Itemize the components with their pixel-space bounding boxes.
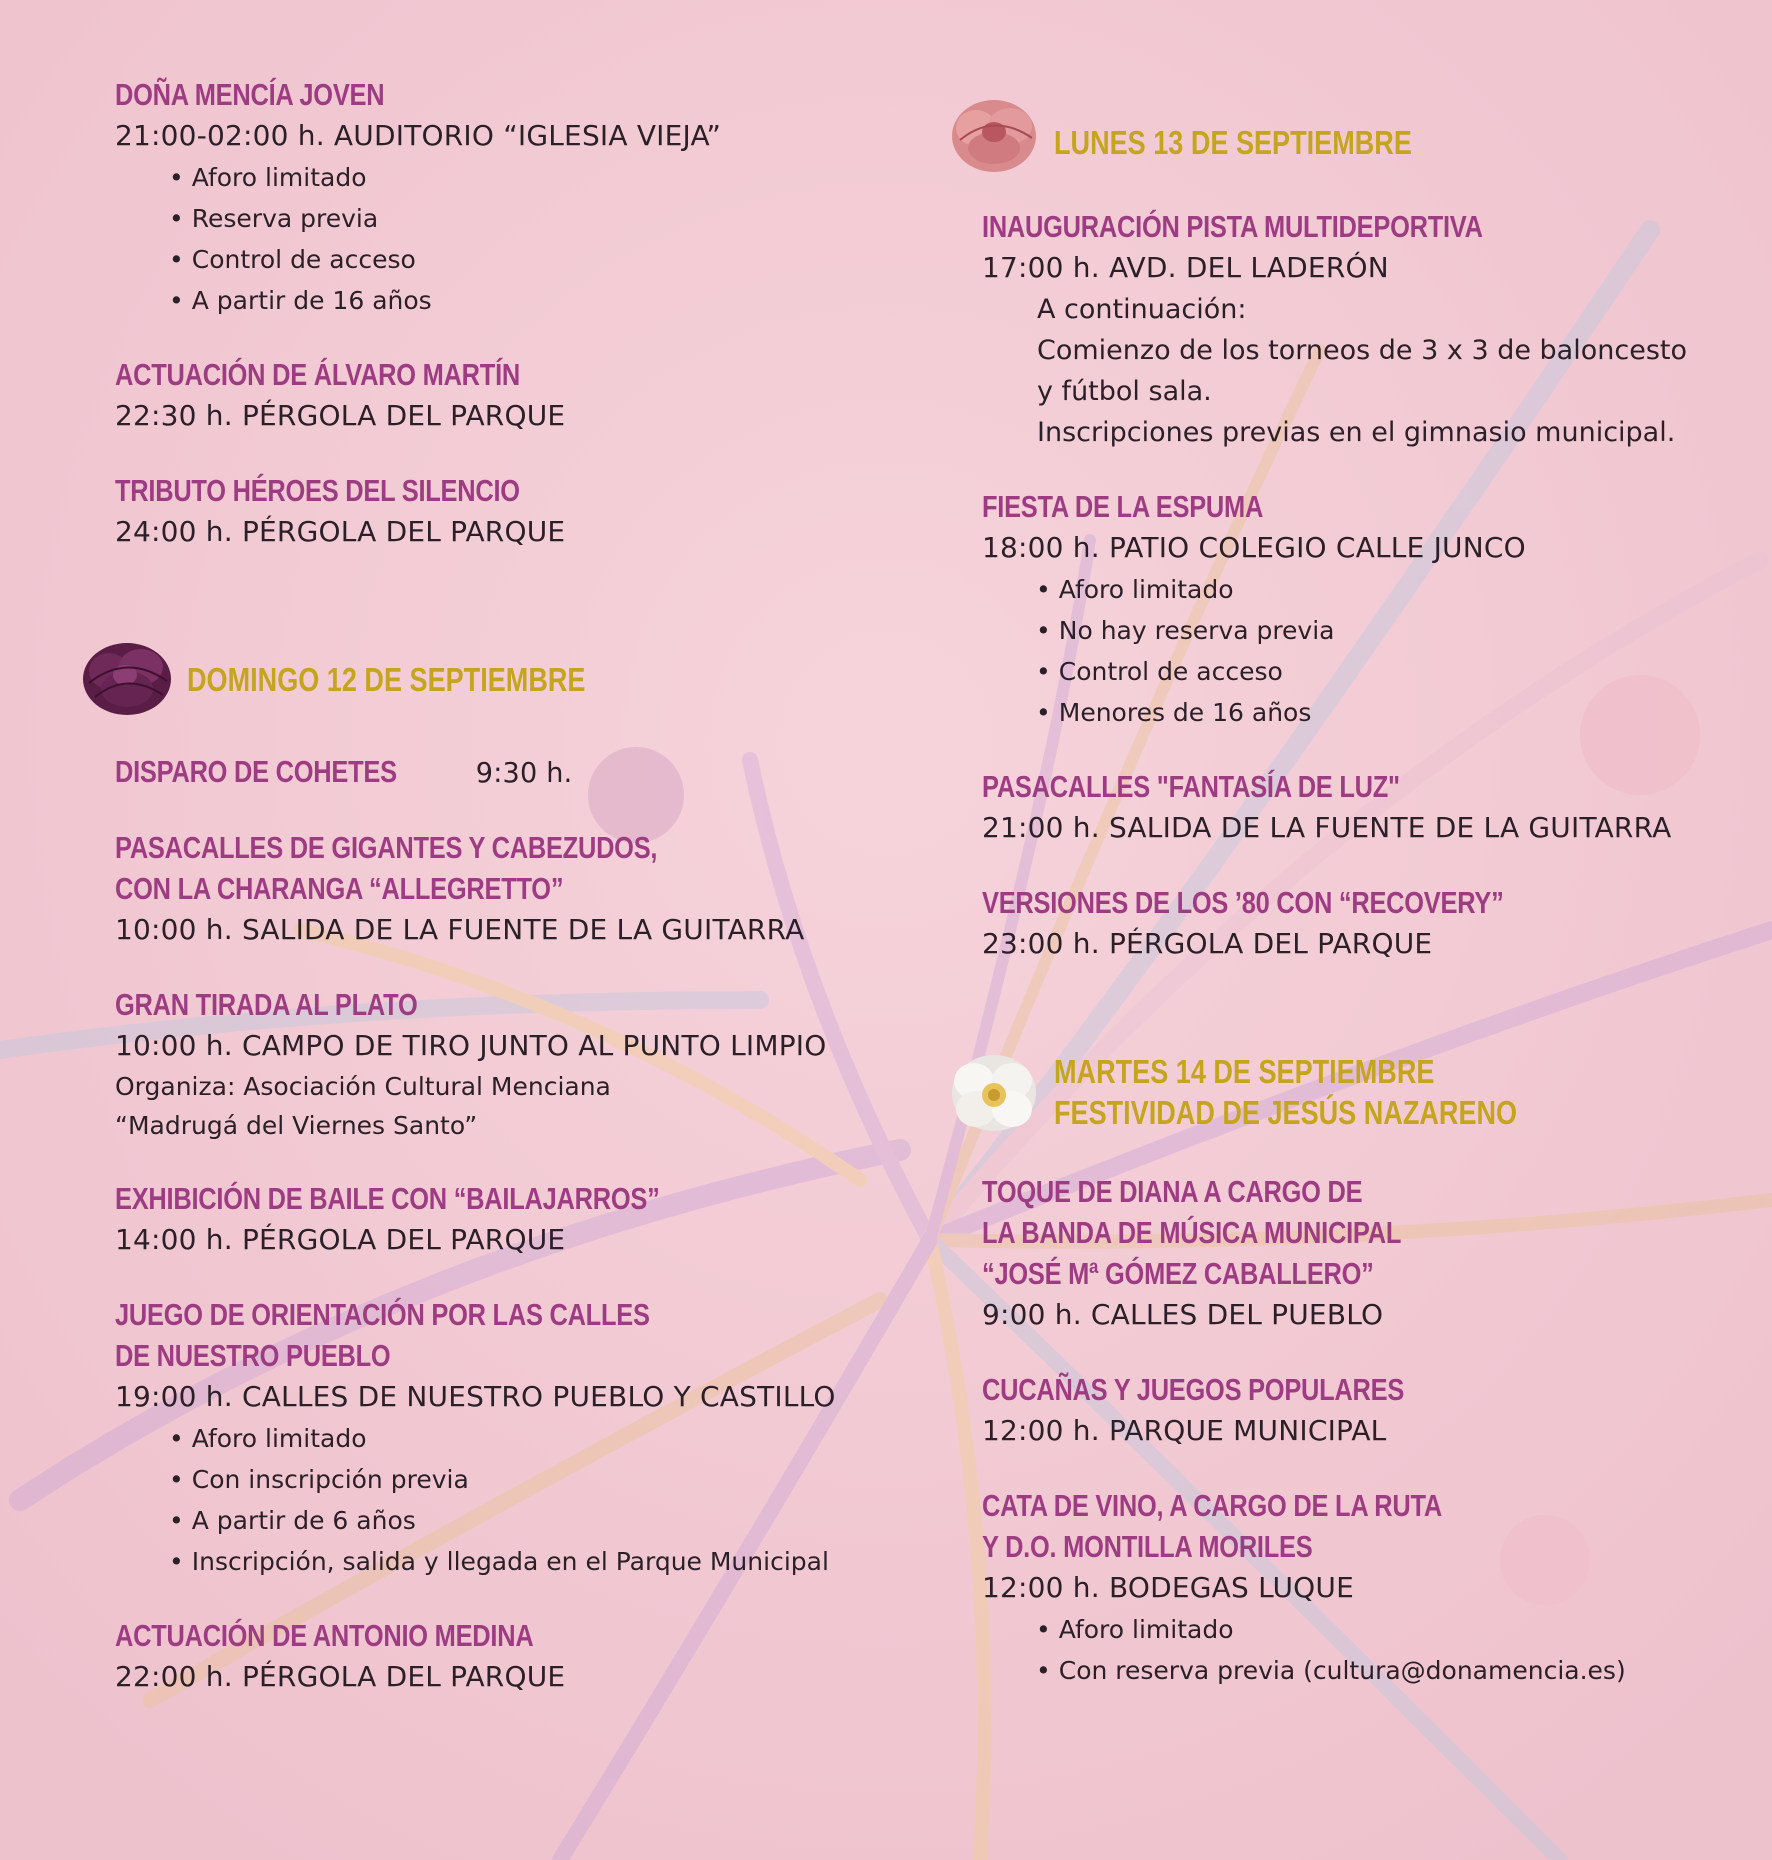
event-title: EXHIBICIÓN DE BAILE CON “BAILAJARROS” [115,1181,660,1216]
event-time-location: 10:00 h. CAMPO DE TIRO JUNTO AL PUNTO LIMPIO [115,1029,827,1062]
event-title: LA BANDA DE MÚSICA MUNICIPAL [982,1215,1402,1250]
day-title: LUNES 13 DE SEPTIEMBRE [1054,124,1412,161]
event-item [982,1369,1742,1452]
event-title-text: DISPARO DE COHETES [115,754,397,789]
right-column [982,88,1742,1724]
event-title [115,751,738,794]
event-bullet: • Aforo limitado [1036,1609,1742,1650]
event-bullet: • Aforo limitado [169,157,875,198]
event-time-location: 18:00 h. PATIO COLEGIO CALLE JUNCO [982,531,1526,564]
event-bullet: • Control de acceso [1036,651,1742,692]
saturday-events [115,74,875,553]
sunday-events [115,751,875,1698]
event-bullet: • Reserva previa [169,198,875,239]
event-time-location: 22:00 h. PÉRGOLA DEL PARQUE [115,1660,566,1693]
day-header-monday [982,88,1742,178]
event-item [115,354,875,437]
event-bullet: • A partir de 6 años [169,1500,875,1541]
event-title: GRAN TIRADA AL PLATO [115,987,418,1022]
event-title: Y D.O. MONTILLA MORILES [982,1529,1313,1564]
event-item [982,486,1742,733]
event-time: 9:30 h. [475,756,573,789]
event-item [115,1294,875,1582]
event-title: CON LA CHARANGA “ALLEGRETTO” [115,871,564,906]
event-bullet: • No hay reserva previa [1036,610,1742,651]
monday-events [982,206,1742,965]
event-item [982,206,1742,453]
event-continuation: A continuación: [1037,294,1247,325]
event-title: PASACALLES "FANTASÍA DE LUZ" [982,769,1400,804]
event-item [982,766,1742,849]
event-time-location: 14:00 h. PÉRGOLA DEL PARQUE [115,1223,566,1256]
event-time-location: 12:00 h. BODEGAS LUQUE [982,1571,1354,1604]
event-continuation: y fútbol sala. [1037,376,1212,407]
event-title: DOÑA MENCÍA JOVEN [115,77,385,112]
event-item [115,1615,875,1698]
event-title: ACTUACIÓN DE ANTONIO MEDINA [115,1618,534,1653]
event-title: ACTUACIÓN DE ÁLVARO MARTÍN [115,357,521,392]
purple-flower-icon [79,633,175,723]
event-title: VERSIONES DE LOS ’80 CON “RECOVERY” [982,885,1504,920]
day-title-line-1: MARTES 14 DE SEPTIEMBRE [1054,1053,1435,1090]
event-bullet: • Menores de 16 años [1036,692,1742,733]
day-title: DOMINGO 12 DE SEPTIEMBRE [187,661,586,698]
event-time-location: 21:00 h. SALIDA DE LA FUENTE DE LA GUITARRA [982,811,1672,844]
event-title: CUCAÑAS Y JUEGOS POPULARES [982,1372,1405,1407]
event-item [115,1178,875,1261]
left-column [115,74,875,1731]
event-time-location: 12:00 h. PARQUE MUNICIPAL [982,1414,1387,1447]
event-time-location: 17:00 h. AVD. DEL LADERÓN [982,251,1389,284]
event-time-location: 23:00 h. PÉRGOLA DEL PARQUE [982,927,1433,960]
event-item [982,882,1742,965]
event-bullet: • Aforo limitado [1036,569,1742,610]
event-title: FIESTA DE LA ESPUMA [982,489,1264,524]
event-item [115,751,875,794]
event-title: TOQUE DE DIANA A CARGO DE [982,1174,1363,1209]
event-item [115,74,875,321]
event-item [982,1171,1742,1336]
event-item [115,984,875,1145]
day-header-tuesday [982,1047,1742,1143]
event-time-location: 10:00 h. SALIDA DE LA FUENTE DE LA GUITARRA [115,913,805,946]
event-title: “JOSÉ Mª GÓMEZ CABALLERO” [982,1256,1374,1291]
white-flower-icon [946,1047,1042,1137]
event-bullet-list [115,1418,875,1582]
event-item [115,470,875,553]
event-time-location: 21:00-02:00 h. AUDITORIO “IGLESIA VIEJA” [115,119,722,152]
event-time-location: 22:30 h. PÉRGOLA DEL PARQUE [115,399,566,432]
event-item [982,1485,1742,1691]
event-bullet: • Inscripción, salida y llegada en el Parque Municipal [169,1541,875,1582]
day-title-line-2: FESTIVIDAD DE JESÚS NAZARENO [1054,1094,1518,1131]
event-title: INAUGURACIÓN PISTA MULTIDEPORTIVA [982,209,1483,244]
event-bullet: • Aforo limitado [169,1418,875,1459]
event-time-location: 24:00 h. PÉRGOLA DEL PARQUE [115,515,566,548]
event-note: Organiza: Asociación Cultural Menciana [115,1072,611,1101]
event-item [115,827,875,951]
event-bullet: • Con reserva previa (cultura@donamencia.es) [1036,1650,1742,1691]
event-title: JUEGO DE ORIENTACIÓN POR LAS CALLES [115,1297,650,1332]
day-header-sunday [115,633,875,723]
event-bullet-list [115,157,875,321]
event-title: PASACALLES DE GIGANTES Y CABEZUDOS, [115,830,658,865]
event-bullet: • A partir de 16 años [169,280,875,321]
event-title: CATA DE VINO, A CARGO DE LA RUTA [982,1488,1443,1523]
event-bullet: • Control de acceso [169,239,875,280]
event-time-location: 19:00 h. CALLES DE NUESTRO PUEBLO Y CASTILLO [115,1380,836,1413]
event-title: DE NUESTRO PUEBLO [115,1338,391,1373]
event-bullet-list [982,1609,1742,1691]
event-note: “Madrugá del Viernes Santo” [115,1111,478,1140]
event-bullet-list [982,569,1742,733]
event-continuation: Comienzo de los torneos de 3 x 3 de baloncesto [1037,335,1687,366]
event-continuation: Inscripciones previas en el gimnasio municipal. [1037,417,1676,448]
event-title: TRIBUTO HÉROES DEL SILENCIO [115,473,520,508]
event-time-location: 9:00 h. CALLES DEL PUEBLO [982,1298,1384,1331]
tuesday-events [982,1171,1742,1691]
pink-flower-icon [946,88,1042,178]
event-bullet: • Con inscripción previa [169,1459,875,1500]
